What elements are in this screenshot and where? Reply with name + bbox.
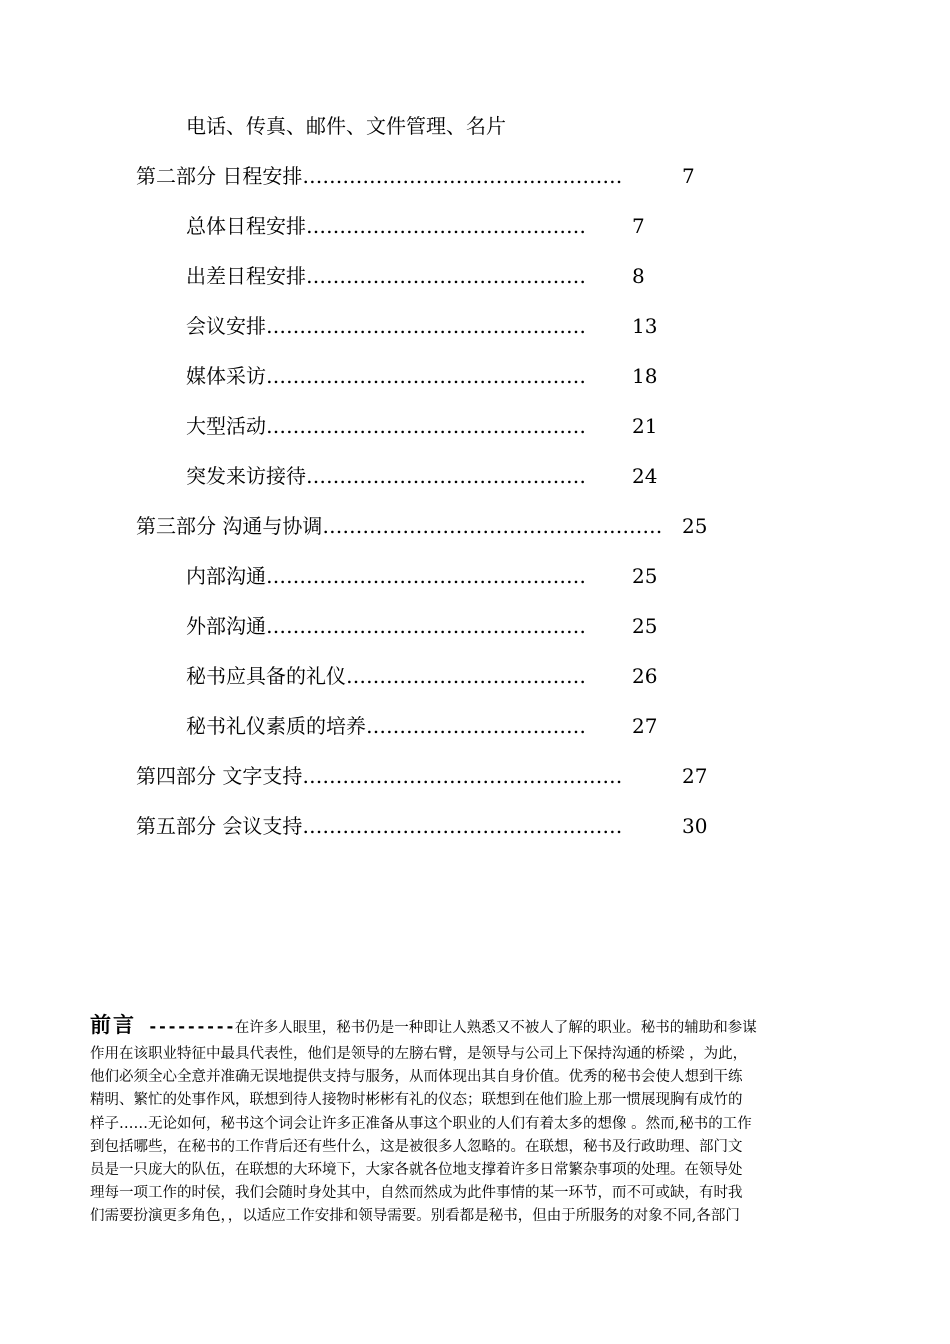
preface-dashes: --------- xyxy=(148,1017,235,1036)
preface-line: 他们必须全心全意并准确无误地提供支持与服务，从而体现出其自身价值。优秀的秘书会使人想到干练 xyxy=(90,1069,743,1086)
preface-section xyxy=(90,1010,860,1229)
preface-line: 样子……无论如何，秘书这个词会让许多正准备从事这个职业的人们有着太多的想像 。然而,秘书的工作 xyxy=(90,1115,752,1132)
toc-entry-title: 出差日程安排 xyxy=(186,264,306,288)
toc-entry xyxy=(186,558,658,594)
toc-page-number: 24 xyxy=(632,464,658,488)
toc-entry xyxy=(186,108,506,144)
toc-page-number: 25 xyxy=(632,564,658,588)
toc-leader-dots: …………………………………… xyxy=(306,264,586,288)
toc-entry-title: 秘书礼仪素质的培养 xyxy=(186,714,366,738)
toc-entry xyxy=(136,508,708,544)
preface-line: 员是一只庞大的队伍，在联想的大环境下，大家各就各位地支撑着许多日常繁杂事项的处理。在领导处 xyxy=(90,1162,743,1179)
toc-leader-dots: …………………………… xyxy=(366,714,586,738)
toc-leader-dots: …………………………………… xyxy=(306,214,586,238)
toc-entry xyxy=(186,258,645,294)
preface-line: 作用在该职业特征中最具代表性，他们是领导的左膀右臂，是领导与公司上下保持沟通的桥梁 ，为此， xyxy=(90,1046,748,1062)
toc-page-number: 18 xyxy=(632,364,658,388)
toc-entry xyxy=(186,208,645,244)
toc-page-number: 13 xyxy=(632,314,658,338)
toc-leader-dots: ………………………………………… xyxy=(266,614,586,638)
toc-page-number: 27 xyxy=(682,764,708,788)
toc-entry xyxy=(186,708,658,744)
toc-leader-dots: ………………………………………… xyxy=(302,164,623,188)
toc-page-number: 7 xyxy=(682,164,695,188)
toc-entry xyxy=(136,758,708,794)
toc-leader-dots: ………………………………………… xyxy=(302,764,623,788)
toc-leader-dots: ……………………………… xyxy=(346,664,586,688)
preface-title: 前言 xyxy=(90,1013,136,1037)
toc-leader-dots: ………………………………………… xyxy=(266,314,586,338)
toc-entry xyxy=(186,408,658,444)
toc-leader-dots: …………………………………………… xyxy=(322,514,663,538)
toc-page-number: 21 xyxy=(632,414,658,438)
toc-leader-dots: ………………………………………… xyxy=(266,414,586,438)
toc-page-number: 30 xyxy=(682,814,708,838)
toc-entry-title: 第二部分 日程安排 xyxy=(136,164,303,188)
toc-entry xyxy=(186,458,658,494)
toc-entry xyxy=(136,158,695,194)
toc-leader-dots: …………………………………… xyxy=(306,464,586,488)
preface-line: 到包括哪些，在秘书的工作背后还有些什么，这是被很多人忽略的。在联想，秘书及行政助理、部门文 xyxy=(90,1138,743,1155)
toc-entry-title: 总体日程安排 xyxy=(186,214,306,238)
preface-line: 们需要扮演更多角色，，以适应工作安排和领导需要。别看都是秘书，但由于所服务的对象不同,各部门 xyxy=(90,1208,740,1225)
toc-leader-dots: ………………………………………… xyxy=(266,564,586,588)
preface-line: 精明、繁忙的处事作风，联想到待人接物时彬彬有礼的仪态；联想到在他们脸上那一惯展现胸有成竹的 xyxy=(90,1092,743,1109)
preface-line: 理每一项工作的时侯，我们会随时身处其中，自然而然成为此件事情的某一环节，而不可或缺，有时我 xyxy=(90,1185,743,1202)
toc-page-number: 25 xyxy=(682,514,708,538)
toc-entry-title: 大型活动 xyxy=(186,414,266,438)
toc-entry-title: 外部沟通 xyxy=(186,614,266,638)
toc-entry xyxy=(186,608,658,644)
toc-page-number: 7 xyxy=(632,214,645,238)
preface-first-line xyxy=(90,1010,860,1043)
toc-leader-dots: ………………………………………… xyxy=(302,814,623,838)
toc-page-number: 26 xyxy=(632,664,658,688)
toc-entry xyxy=(186,308,658,344)
toc-entry-title: 内部沟通 xyxy=(186,564,266,588)
toc-entry xyxy=(186,358,658,394)
toc-entry-title: 突发来访接待 xyxy=(186,464,306,488)
preface-first-line-text: 在许多人眼里，秘书仍是一种即让人熟悉又不被人了解的职业。秘书的辅助和参谋 xyxy=(234,1020,757,1036)
toc-entry xyxy=(136,808,708,844)
toc-page-number: 8 xyxy=(632,264,645,288)
toc-entry-title: 第五部分 会议支持 xyxy=(136,814,303,838)
toc-page-number: 27 xyxy=(632,714,658,738)
toc-entry-title: 第四部分 文字支持 xyxy=(136,764,303,788)
toc-entry-title: 媒体采访 xyxy=(186,364,266,388)
toc-leader-dots: ………………………………………… xyxy=(266,364,586,388)
toc-entry-title: 会议安排 xyxy=(186,314,266,338)
toc-entry-title: 秘书应具备的礼仪 xyxy=(186,664,346,688)
toc-page-number: 25 xyxy=(632,614,658,638)
toc-entry-title: 电话、传真、邮件、文件管理、名片 xyxy=(186,114,506,138)
toc-entry-title: 第三部分 沟通与协调 xyxy=(136,514,323,538)
toc-entry xyxy=(186,658,658,694)
